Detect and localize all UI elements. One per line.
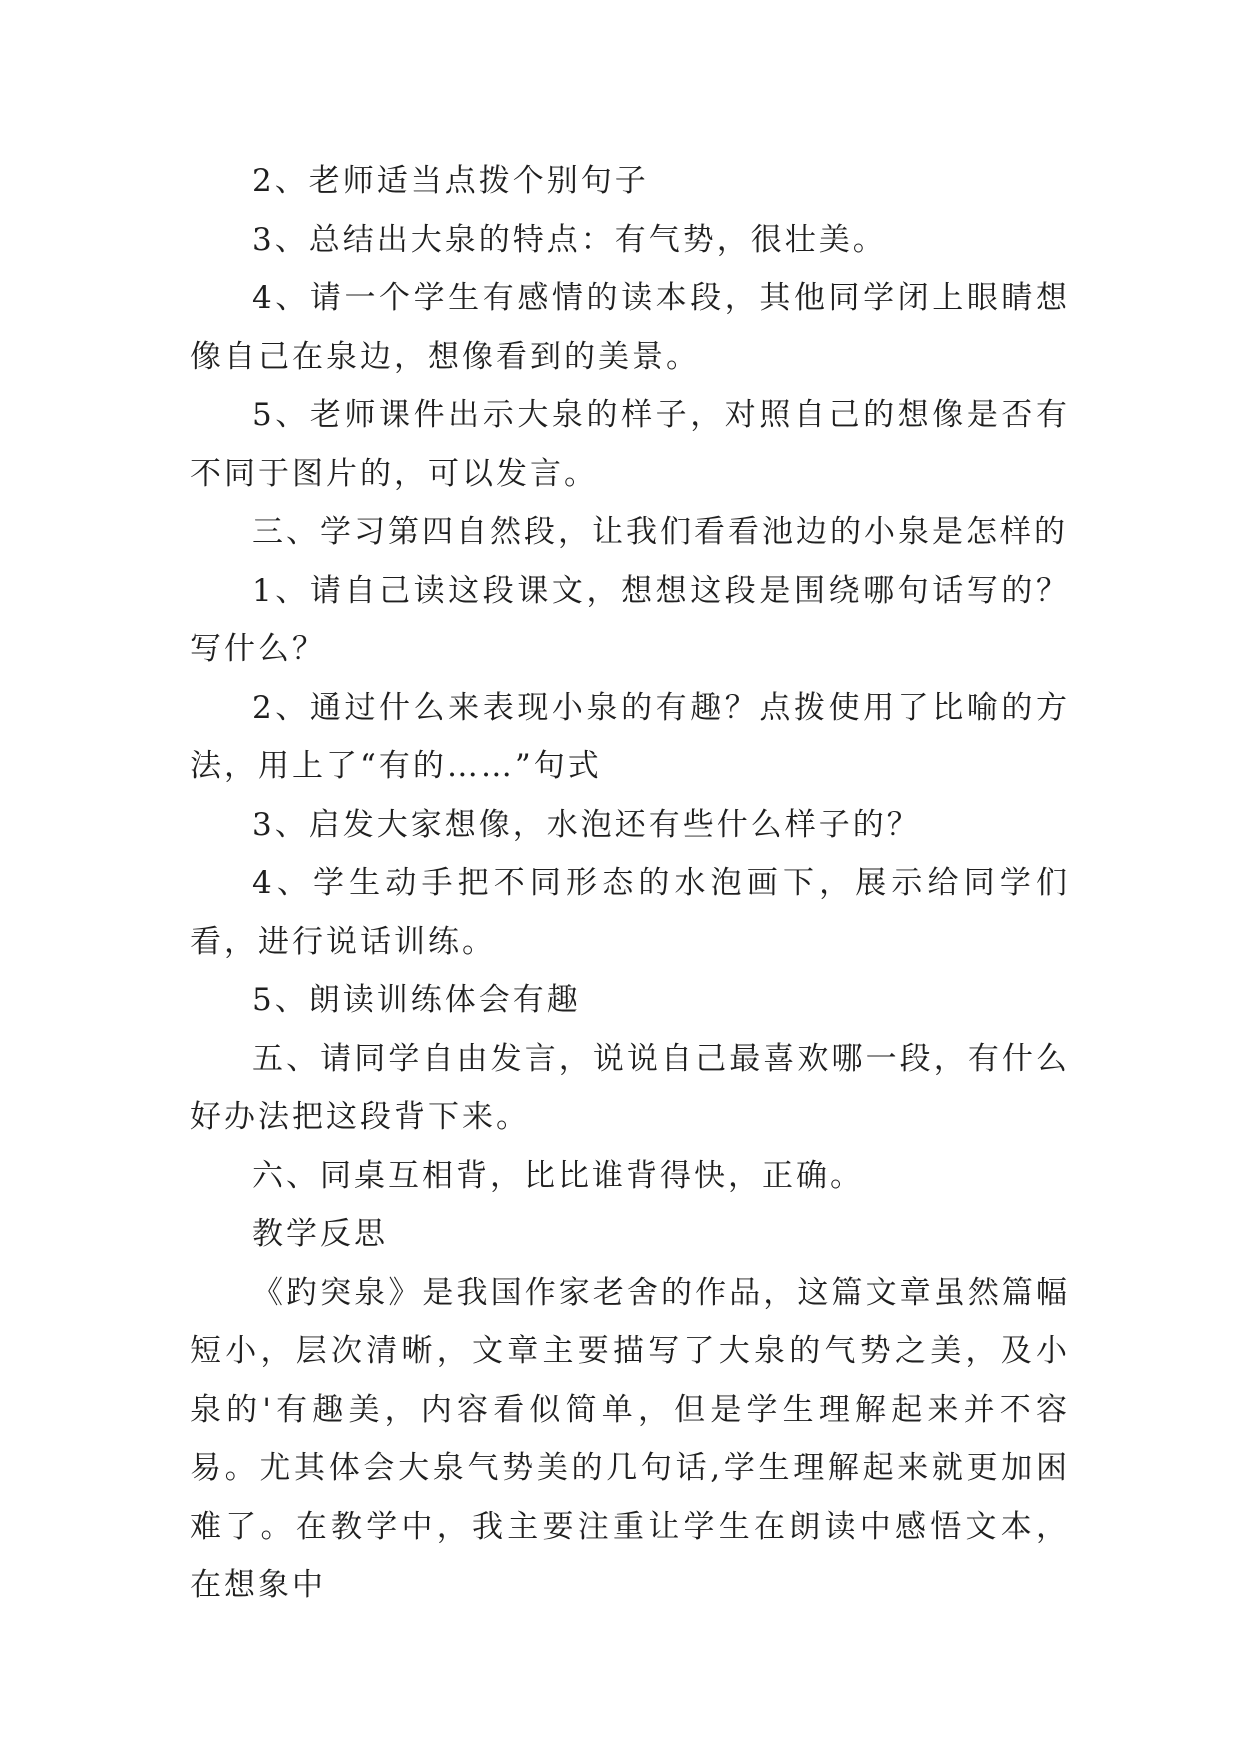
- paragraph-big-spring-features: 3、总结出大泉的特点：有气势，很壮美。: [252, 221, 887, 258]
- section-heading-teaching-reflection: 教学反思: [252, 1216, 388, 1252]
- paragraph-imagine-bubbles: 3、启发大家想像，水泡还有些什么样子的？: [252, 806, 921, 843]
- paragraph-reflection-body: 《趵突泉》是我国作家老舍的作品，这篇文章虽然篇幅短小，层次清晰，文章主要描写了大泉的气势之美，及小泉的'有趣美，内容看似简单，但是学生理解起来并不容易。尤其体会大泉气势美的几句话,学生理解起来就更加困难了。在教学中，我主要注重让学生在朗读中感悟文本，在想象中: [190, 1274, 1070, 1603]
- paragraph-teacher-hint: 2、老师适当点拨个别句子: [252, 163, 649, 199]
- section-heading-recite: 六、同桌互相背，比比谁背得快，正确。: [252, 1157, 864, 1194]
- document-body: [190, 152, 1070, 1615]
- paragraph-self-reading: 1、请自己读这段课文，想想这段是围绕哪句话写的？写什么？: [190, 572, 1070, 667]
- paragraph-emotional-reading: 4、请一个学生有感情的读本段，其他同学闭上眼睛想像自己在泉边，想像看到的美景。: [190, 280, 1070, 375]
- paragraph-metaphor-method: 2、通过什么来表现小泉的有趣？点拨使用了比喻的方法，用上了“有的……”句式: [190, 689, 1070, 784]
- paragraph-reading-practice: 5、朗读训练体会有趣: [252, 982, 581, 1018]
- paragraph-courseware-display: 5、老师课件出示大泉的样子，对照自己的想像是否有不同于图片的，可以发言。: [190, 397, 1070, 492]
- paragraph-draw-bubbles: 4、学生动手把不同形态的水泡画下，展示给同学们看，进行说话训练。: [190, 865, 1070, 960]
- section-heading-fourth-paragraph: 三、学习第四自然段，让我们看看池边的小泉是怎样的: [252, 514, 1068, 550]
- section-heading-free-speech: 五、请同学自由发言，说说自己最喜欢哪一段，有什么好办法把这段背下来。: [190, 1040, 1070, 1135]
